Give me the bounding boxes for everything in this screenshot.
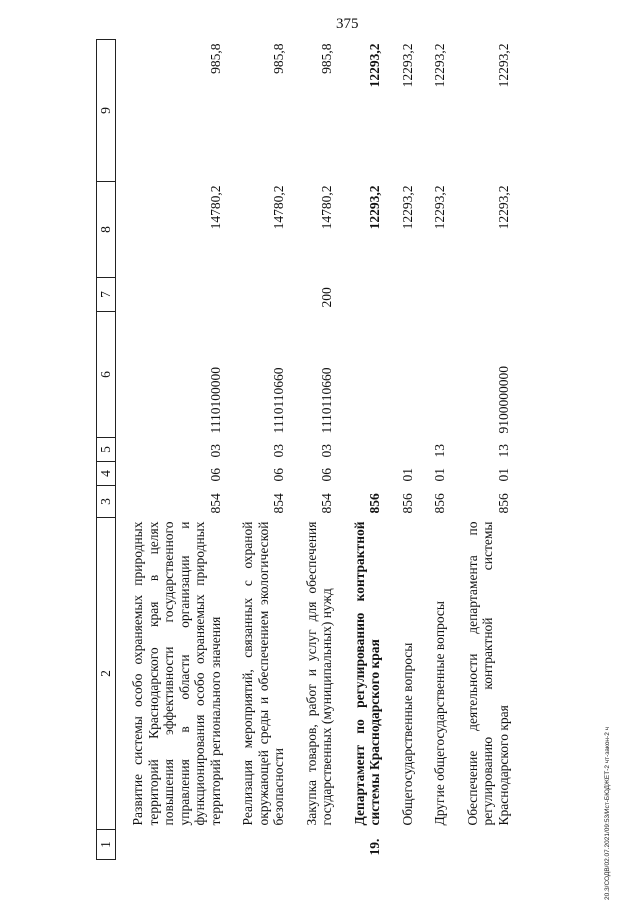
row-name: Общегосударственные вопросы [399, 642, 415, 826]
code-5: 03 [271, 444, 286, 458]
amount-8: 14780,2 [319, 185, 334, 230]
code-5: 13 [432, 444, 447, 458]
code-4: 01 [432, 468, 447, 482]
row-number [451, 830, 515, 860]
code-7 [386, 278, 419, 312]
code-5: 03 [207, 444, 223, 458]
table-row [116, 40, 227, 860]
code-5: 13 [495, 444, 511, 458]
code-3: 854 [319, 493, 334, 514]
table-row [226, 40, 290, 860]
amount-8: 14780,2 [207, 185, 223, 230]
table-row [290, 40, 338, 860]
header-row [97, 40, 116, 860]
amount-9: 985,8 [207, 43, 223, 74]
footer-document-code: 20.3/СОДВ/02.07.2021/09:53/Ист-БЮДЖЕТ-2 чт-закон-2 ч [604, 727, 611, 900]
row-number: 19. [367, 838, 382, 856]
code-4: 01 [399, 468, 415, 482]
table-row [418, 40, 451, 860]
row-name: Развитие системы особо охраняемых природных территорий Краснодарского края в целях повышения эффективности государственного управления в области организации и функционирования особо охраняемых природных территорий регионального значения [130, 521, 223, 826]
code-3: 856 [367, 493, 382, 514]
table-row [386, 40, 419, 860]
rotated-table-container [96, 40, 616, 860]
header-cell-9: 9 [97, 40, 116, 182]
code-4 [338, 462, 386, 486]
code-5 [338, 438, 386, 462]
code-3: 856 [399, 493, 415, 514]
amount-9: 985,8 [319, 43, 334, 74]
code-4: 01 [495, 468, 511, 482]
row-number [418, 830, 451, 860]
code-7: 200 [319, 287, 334, 308]
amount-8: 12293,2 [495, 185, 511, 230]
code-6: 9100000000 [495, 366, 511, 434]
amount-9: 985,8 [271, 43, 286, 74]
amount-8: 12293,2 [399, 185, 415, 230]
row-number [290, 830, 338, 860]
code-3: 854 [271, 493, 286, 514]
row-name: Другие общегосударственные вопросы [432, 601, 447, 826]
header-cell-5: 5 [97, 438, 116, 462]
code-6: 1110110660 [271, 367, 286, 434]
row-number [386, 830, 419, 860]
code-3: 856 [432, 493, 447, 514]
code-7 [338, 278, 386, 312]
amount-9: 12293,2 [495, 43, 511, 88]
header-cell-8: 8 [97, 182, 116, 278]
row-number [116, 830, 227, 860]
header-cell-4: 4 [97, 462, 116, 486]
code-5 [386, 438, 419, 462]
page-number: 375 [336, 16, 359, 32]
header-cell-1: 1 [97, 830, 116, 860]
amount-8: 12293,2 [432, 185, 447, 230]
code-7 [451, 278, 515, 312]
code-7 [226, 278, 290, 312]
code-3: 856 [495, 493, 511, 514]
amount-9: 12293,2 [432, 43, 447, 88]
code-5: 03 [319, 444, 334, 458]
budget-table [96, 39, 514, 860]
code-4: 06 [207, 468, 223, 482]
amount-9: 12293,2 [367, 43, 382, 88]
code-7 [116, 278, 227, 312]
code-4: 06 [319, 468, 334, 482]
code-6 [338, 312, 386, 438]
header-cell-6: 6 [97, 312, 116, 438]
code-6 [418, 312, 451, 438]
amount-8: 14780,2 [271, 185, 286, 230]
amount-8: 12293,2 [367, 185, 382, 230]
code-6: 1110110660 [319, 367, 334, 434]
row-name: Департамент по регулированию контрактной системы Краснодарского края [351, 521, 382, 826]
row-name: Обеспечение деятельности департамента по регулированию контрактной системы Краснодарского края [464, 521, 511, 826]
row-number [226, 830, 290, 860]
code-6 [386, 312, 419, 438]
header-cell-7: 7 [97, 278, 116, 312]
table-row [451, 40, 515, 860]
header-cell-2: 2 [97, 518, 116, 830]
table-row-department [338, 40, 386, 860]
header-cell-3: 3 [97, 486, 116, 518]
code-7 [418, 278, 451, 312]
row-name: Реализация мероприятий, связанных с охраной окружающей среды и обеспечением экологической безопасности [240, 521, 286, 826]
code-6: 1110100000 [207, 367, 223, 434]
code-3: 854 [207, 493, 223, 514]
amount-9: 12293,2 [399, 43, 415, 88]
row-name: Закупка товаров, работ и услуг для обеспечения государственных (муниципальных) нужд [303, 521, 334, 826]
code-4: 06 [271, 468, 286, 482]
